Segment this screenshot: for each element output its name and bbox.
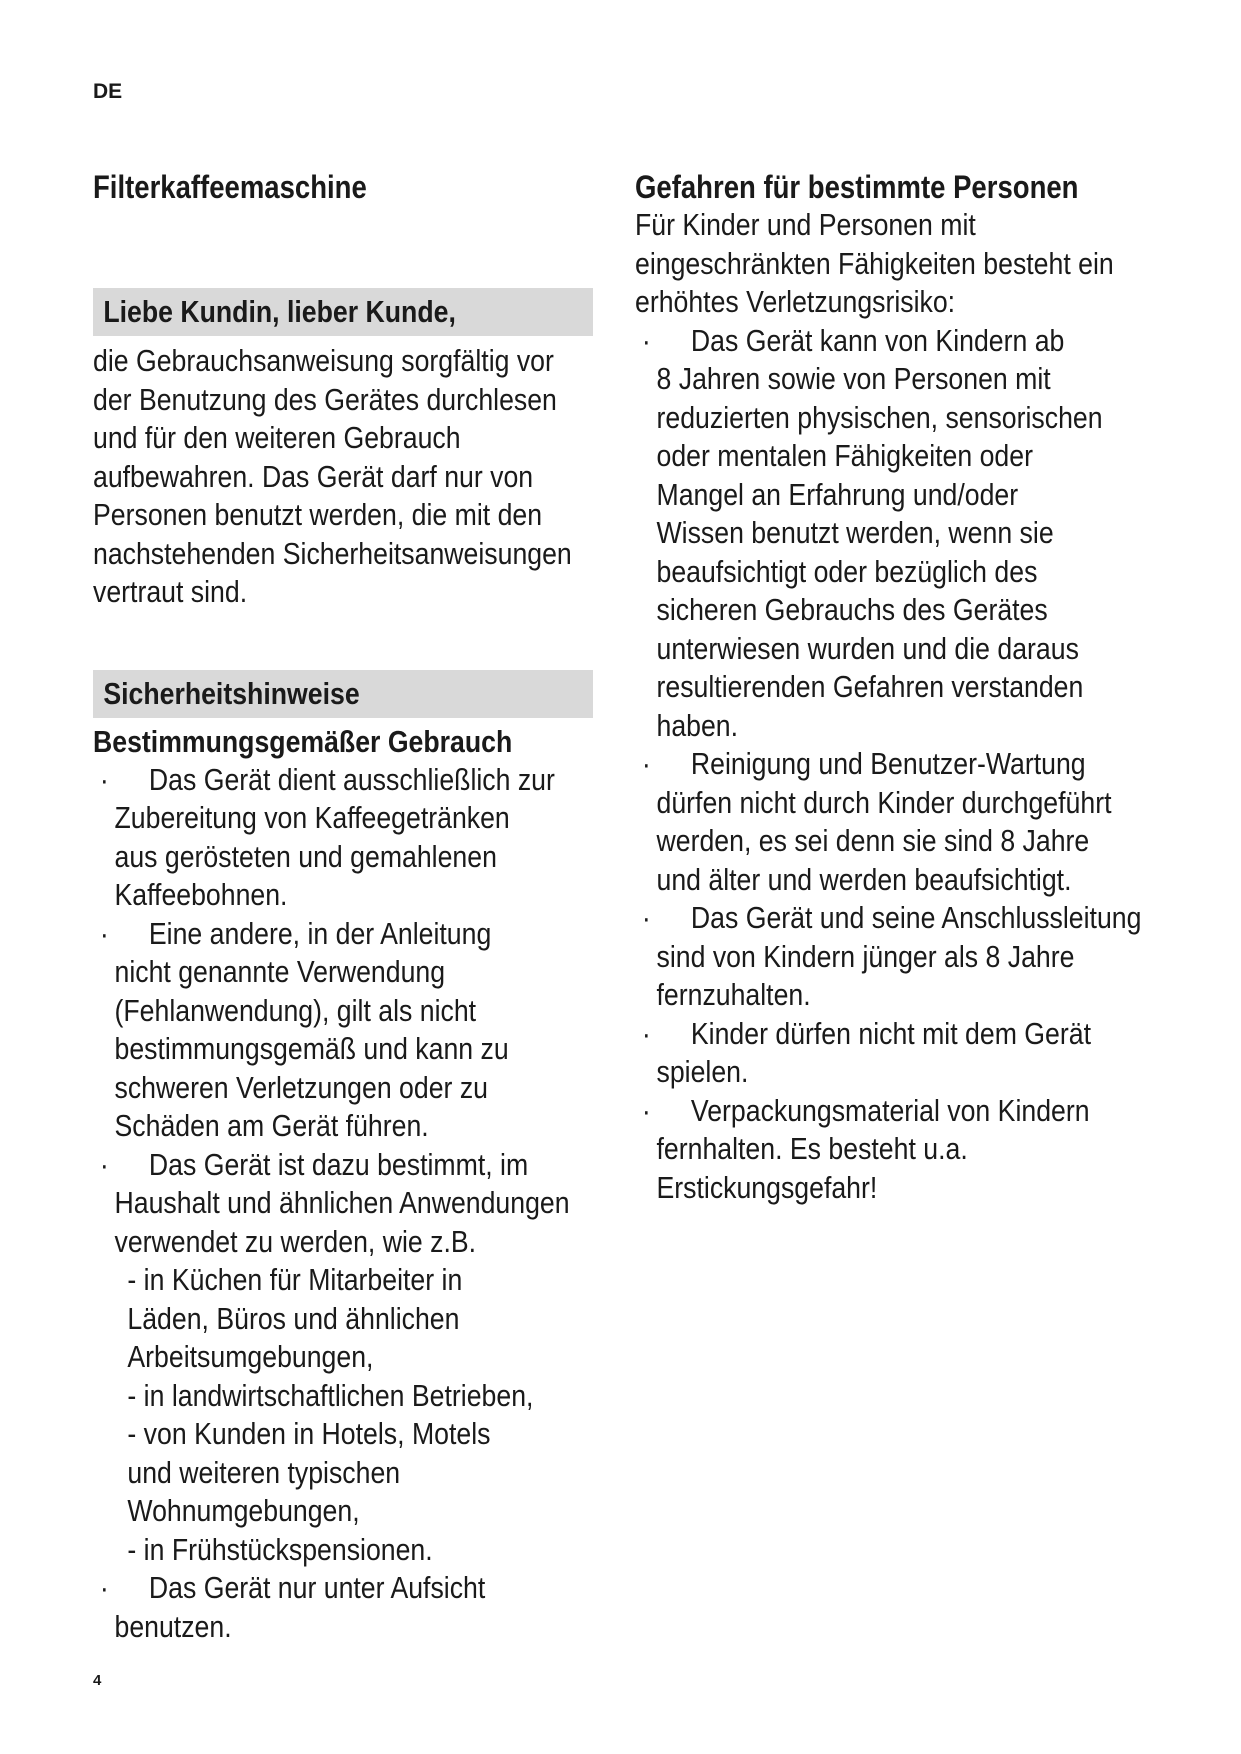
risk-section	[635, 168, 1194, 1207]
bullet-line: (Fehlanwendung), gilt als nicht	[114, 992, 477, 1028]
bullet-line: bestimmungsgemäß und kann zu	[114, 1031, 509, 1066]
bullet-line: nicht genannte Verwendung	[114, 954, 446, 989]
left-column	[93, 168, 593, 1646]
sublist-line: - in Küchen für Mitarbeiter in	[127, 1262, 463, 1297]
bullet-line: Zubereitung von Kaffeegetränken	[114, 800, 510, 835]
bullet-icon: ·	[641, 322, 651, 358]
bullet-line: reduzierten physischen, sensorischen	[656, 399, 1103, 435]
sublist-line: Läden, Büros und ähnlichen	[127, 1300, 460, 1336]
list-item	[93, 1569, 592, 1646]
list-item	[93, 1146, 592, 1570]
bullet-line: und älter und werden beaufsichtigt.	[656, 861, 1072, 897]
bullet-line: schweren Verletzungen oder zu	[114, 1069, 488, 1105]
bullet-line: benutzen.	[114, 1608, 232, 1644]
risk-heading: Gefahren für bestimmte Personen	[635, 169, 1079, 205]
sublist-line: Arbeitsumgebungen,	[127, 1339, 374, 1374]
language-code: DE	[93, 80, 123, 103]
right-column	[635, 168, 1195, 1207]
bullet-line: fernhalten. Es besteht u.a.	[656, 1131, 968, 1166]
intro-line: aufbewahren. Das Gerät darf nur von	[93, 458, 534, 494]
bullet-line: sicheren Gebrauchs des Gerätes	[656, 592, 1048, 627]
bullet-icon: ·	[641, 746, 651, 781]
usage-section	[93, 723, 592, 1647]
intro-line: Personen benutzt werden, die mit den	[93, 497, 543, 532]
bullet-icon: ·	[641, 1015, 651, 1051]
intro-paragraph	[93, 342, 592, 612]
bullet-icon: ·	[641, 900, 651, 935]
bullet-line: Verpackungsmaterial von Kindern	[690, 1092, 1090, 1128]
intro-line: und für den weiteren Gebrauch	[93, 420, 461, 455]
bullet-icon: ·	[99, 915, 109, 951]
greeting-heading: Liebe Kundin, lieber Kunde,	[103, 294, 456, 329]
bullet-line: Mangel an Erfahrung und/oder	[656, 476, 1019, 512]
bullet-line: Das Gerät dient ausschließlich zur	[148, 761, 555, 797]
bullet-line: haben.	[656, 707, 739, 743]
bullet-line: oder mentalen Fähigkeiten oder	[656, 438, 1033, 473]
safety-band	[93, 670, 593, 718]
bullet-icon: ·	[99, 1146, 109, 1182]
intro-line: erhöhtes Verletzungsrisiko:	[635, 284, 956, 319]
sublist-line: und weiteren typischen	[127, 1454, 401, 1490]
bullet-line: Schäden am Gerät führen.	[114, 1108, 429, 1143]
list-item	[635, 1092, 1194, 1208]
bullet-icon: ·	[99, 1570, 109, 1605]
bullet-line: werden, es sei denn sie sind 8 Jahre	[656, 823, 1090, 858]
bullet-line: verwendet zu werden, wie z.B.	[114, 1223, 477, 1259]
safety-heading: Sicherheitshinweise	[103, 675, 360, 711]
list-item	[635, 322, 1194, 746]
list-item	[93, 915, 592, 1146]
bullet-line: resultierenden Gefahren verstanden	[656, 669, 1084, 704]
bullet-line: Das Gerät ist dazu bestimmt, im	[148, 1146, 529, 1182]
usage-list	[93, 761, 592, 1647]
intro-line: nachstehenden Sicherheitsanweisungen	[93, 535, 572, 571]
bullet-line: Erstickungsgefahr!	[656, 1169, 878, 1205]
bullet-line: sind von Kindern jünger als 8 Jahre	[656, 938, 1075, 974]
bullet-line: fernzuhalten.	[656, 977, 811, 1012]
bullet-line: dürfen nicht durch Kinder durchgeführt	[656, 784, 1112, 820]
greeting-band	[93, 288, 593, 336]
sublist-line: - von Kunden in Hotels, Motels	[127, 1416, 491, 1451]
intro-line: die Gebrauchsanweisung sorgfältig vor	[93, 343, 554, 378]
page-number: 4	[93, 1672, 102, 1689]
intro-line: der Benutzung des Gerätes durchlesen	[93, 381, 557, 417]
bullet-line: spielen.	[656, 1054, 749, 1089]
bullet-icon: ·	[99, 761, 109, 797]
list-item	[635, 899, 1194, 1015]
intro-line: Für Kinder und Personen mit	[635, 207, 976, 242]
bullet-line: 8 Jahren sowie von Personen mit	[656, 361, 1051, 396]
bullet-line: Das Gerät und seine Anschlussleitung	[690, 900, 1142, 935]
bullet-line: Eine andere, in der Anleitung	[148, 915, 492, 951]
bullet-line: beaufsichtigt oder bezüglich des	[656, 553, 1038, 589]
intro-line: vertraut sind.	[93, 574, 248, 609]
usage-heading: Bestimmungsgemäßer Gebrauch	[93, 723, 513, 759]
risk-list	[635, 322, 1194, 1208]
sublist-line: Wohnumgebungen,	[127, 1493, 360, 1528]
list-item	[93, 761, 592, 915]
intro-line: eingeschränkten Fähigkeiten besteht ein	[635, 245, 1114, 281]
list-item	[635, 1015, 1194, 1092]
bullet-line: Reinigung und Benutzer-Wartung	[690, 746, 1086, 781]
sublist	[115, 1261, 592, 1569]
list-item	[635, 745, 1194, 899]
bullet-line: unterwiesen wurden und die daraus	[656, 630, 1079, 666]
bullet-line: Kaffeebohnen.	[114, 877, 288, 912]
bullet-line: Das Gerät nur unter Aufsicht	[148, 1570, 486, 1605]
sublist-line: - in Frühstückspensionen.	[127, 1531, 433, 1567]
bullet-line: Haushalt und ähnlichen Anwendungen	[114, 1185, 570, 1220]
bullet-icon: ·	[641, 1092, 651, 1128]
bullet-line: Kinder dürfen nicht mit dem Gerät	[690, 1015, 1091, 1051]
document-title: Filterkaffeemaschine	[93, 169, 367, 205]
bullet-line: Wissen benutzt werden, wenn sie	[656, 515, 1054, 550]
bullet-line: Das Gerät kann von Kindern ab	[690, 322, 1065, 358]
sublist-line: - in landwirtschaftlichen Betrieben,	[127, 1377, 534, 1413]
bullet-line: aus gerösteten und gemahlenen	[114, 838, 497, 874]
